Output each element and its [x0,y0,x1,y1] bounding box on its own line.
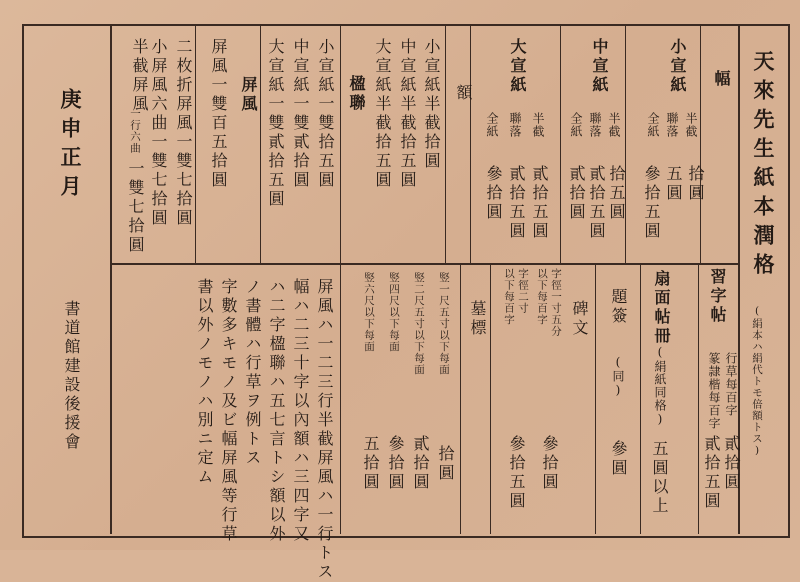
tomb-price3: 參拾圓 [386,435,405,492]
small-join-price: 五圓 [664,165,683,203]
tomb-l1: 竪一尺五寸以下每面 [438,272,450,376]
mid-all-price: 貳拾圓 [567,165,586,222]
scroll-mid-line [625,24,626,264]
small-all-price: 參拾五圓 [642,165,661,241]
stele-line [490,264,491,534]
date-divider [110,24,112,534]
practice-header: 習字帖 [708,268,727,325]
folding-six: 小屏風六曲一雙七拾圓 [149,38,168,228]
fan-header: 扇面帖冊 [652,270,671,346]
large-half: 半截 [531,112,545,138]
note-4: ノ書體ハ行草ヲ例トス [243,278,262,468]
tomb-l4: 竪六尺以下每面 [363,272,375,353]
small-half: 半截 [684,112,698,138]
fan-line [640,264,641,534]
stele-l3: 字徑二寸 [517,268,529,314]
title-slip-note: (同) [611,355,625,398]
couplet-mid: 中宣紙半截拾五圓 [398,38,417,190]
stele-l1: 字徑一寸五分 [550,268,562,337]
practice-price1: 貳拾圓 [722,435,741,492]
folding-two: 二枚折屏風一雙七拾圓 [174,38,193,228]
tomb-header-line [460,264,461,534]
large-all-price: 參拾圓 [484,165,503,222]
tomb-price1: 拾圓 [436,445,455,483]
stele-price2: 參拾五圓 [507,435,526,511]
screen-pair: 屏風一雙百五拾圓 [209,38,228,190]
tomb-price2: 貳拾圓 [411,435,430,492]
stele-l2: 以下每百字 [536,268,548,326]
note-2: 幅ハ二三十字以內額ハ三四字又 [291,278,310,544]
tomb-l3: 竪四尺以下每面 [388,272,400,353]
tablet-header: 額 [454,84,473,103]
practice-line1: 行草每百字 [724,352,738,417]
scroll-end-line [470,24,471,264]
large-join-price: 貳拾五圓 [507,165,526,241]
small-join: 聯落 [665,112,679,138]
fan-note: (絹紙同格) [653,345,667,427]
half-screen-note: 一行六曲 [129,108,141,154]
scroll-header: 幅 [712,70,731,89]
fan-price: 五圓以上 [650,440,669,516]
mid-half: 半截 [607,112,621,138]
document-title: 天來先生紙本潤格 [751,50,776,282]
couplet-start-line [445,24,446,264]
practice-price2: 貳拾五圓 [702,435,721,511]
stele-price1: 參拾圓 [540,435,559,492]
mid-all: 全紙 [569,112,583,138]
large-all: 全紙 [485,112,499,138]
scroll-mid-line-2 [560,24,561,264]
half-screen-price: 一雙七拾圓 [126,160,145,255]
note-3: ハ二字楹聯ハ五七言トシ額以外 [267,278,286,544]
mid-join-price: 貳拾五圓 [587,165,606,241]
screen-line [260,24,261,264]
stele-header: 碑文 [570,300,589,338]
couplet-large: 大宣紙半截拾五圓 [373,38,392,190]
large-join: 聯落 [508,112,522,138]
date-text: 庚申正月 [58,88,83,204]
screen-small: 小宣紙一雙拾五圓 [316,38,335,190]
stele-l4: 以下每百字 [503,268,515,326]
screen-header: 屏風 [239,76,258,114]
practice-line2: 篆隷楷每百字 [707,352,721,430]
small-paper-name: 小宣紙 [668,38,687,95]
mid-paper-name: 中宣紙 [590,38,609,95]
couplet-end-line [340,24,341,264]
large-paper-name: 大宣紙 [508,38,527,95]
title-slip-price: 參圓 [609,440,628,478]
half-screen-name: 半截屏風 [130,38,149,114]
tomb-price4: 五拾圓 [361,435,380,492]
publisher-text: 書道館建設後援會 [62,300,81,452]
small-all: 全紙 [646,112,660,138]
screen-mid: 中宣紙一雙貳拾圓 [291,38,310,190]
note-6: 書以外ノモノハ別ニ定ム [195,278,214,487]
scroll-col-line [700,24,701,264]
practice-line [698,264,699,534]
mid-join: 聯落 [588,112,602,138]
middle-rule [110,263,740,265]
couplet-header: 楹聯 [347,75,366,113]
tomb-end-line [340,264,341,534]
tomb-header: 墓標 [468,300,487,338]
screen-end-line [195,24,196,264]
title-slip-line [595,264,596,534]
note-5: 字數多キモノ及ビ幅屏風等行草 [219,278,238,544]
title-slip-header: 題簽 [609,288,628,326]
screen-large: 大宣紙一雙貳拾五圓 [266,38,285,209]
couplet-small: 小宣紙半截拾圓 [422,38,441,171]
title-note: (絹本ハ絹代トモ倍額トス) [751,305,763,458]
tomb-l2: 竪二尺五寸以下每面 [413,272,425,376]
mid-half-price: 拾五圓 [607,165,626,222]
small-half-price: 拾圓 [686,165,705,203]
note-1: 屏風ハ一二三行半截屏風ハ一行トス [315,278,334,582]
large-half-price: 貳拾五圓 [530,165,549,241]
